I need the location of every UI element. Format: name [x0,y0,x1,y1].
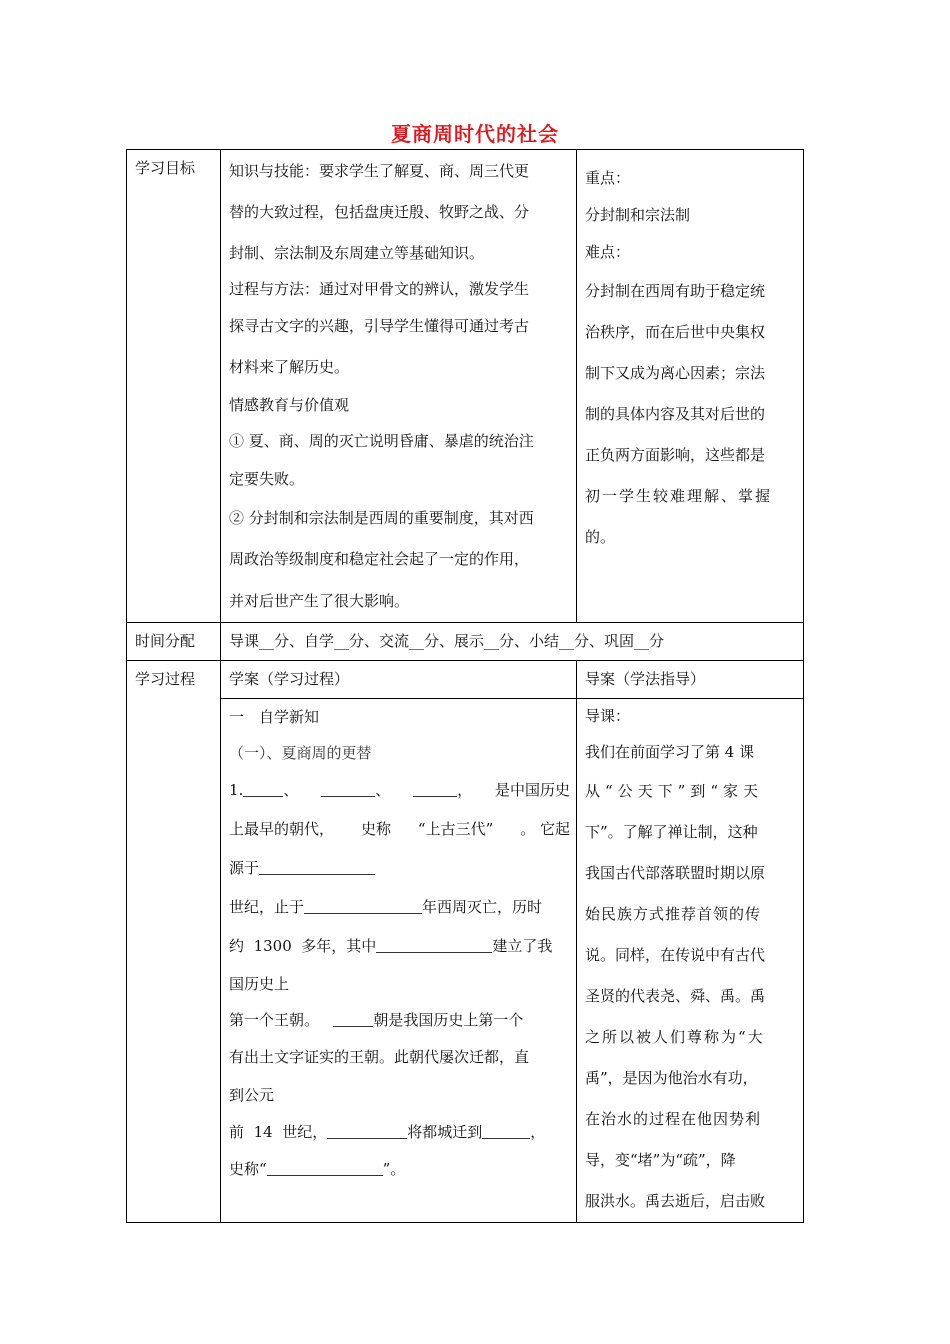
lesson-plan-table [126,149,804,1223]
guide-line: 圣贤的代表尧、舜、禹。禹 [585,987,766,1005]
blank-end-year[interactable] [304,898,422,914]
question-1-line-5 [229,927,570,966]
guide-line: 下”。了解了禅让制，这种 [585,823,758,841]
section-heading [229,699,570,735]
objectives-values [229,388,570,622]
question-text: 朝是我国历史上第一个 [373,1011,524,1029]
objective-line: 周政治等级制度和稳定社会起了一定的作用， [229,550,530,568]
guide-label: 导课： [585,707,631,725]
difficulty-line: 正负两方面影响，这些都是 [585,446,766,464]
question-text: 多年，其中 [301,937,377,955]
guide-line: 之所以被人们尊称为“大 [585,1028,765,1046]
blank-first-written-dynasty[interactable] [333,1011,373,1027]
question-text: 是中国历史 [494,781,570,799]
difficulty-content [585,271,797,558]
guide-line: 说。同样，在传说中有古代 [585,946,766,964]
time-label: 时间分配 [127,623,221,661]
question-text: 14 [253,1123,273,1141]
study-plan-header: 学案（学习过程） [221,661,577,699]
objective-line: 情感教育与价值观 [229,396,350,414]
blank-event-name[interactable] [267,1160,383,1176]
separator: 、 [283,781,299,799]
separator: 、 [375,781,391,799]
question-text: 将都城迁到 [407,1123,483,1141]
difficulty-line: 治秩序，而在后世中央集权 [585,323,766,341]
guide-plan-header: 导案（学法指导） [577,661,804,699]
question-text: 上最早的朝代， [229,820,335,838]
question-text: 史称 [360,820,391,838]
objectives-text [221,150,577,623]
guide-line: 服洪水。禹去逝后，启击败 [585,1192,766,1210]
question-1-line-11 [229,1151,570,1187]
guide-line: 我们在前面学习了第 4 课 [585,743,755,761]
question-text: ， [530,1123,546,1141]
question-text: 。 它起 [520,820,570,838]
question-1-line-6: 国历史上 [229,975,290,993]
guide-line: 禹”，是因为他治水有功， [585,1069,758,1087]
blank-dynasty-1[interactable] [243,781,283,797]
question-text: 前 [229,1123,245,1141]
question-text: 建立了我 [492,937,553,955]
objective-line: 材料来了解历史。 [229,358,350,376]
question-text: 史称“ [229,1160,267,1178]
blank-dynasty-3[interactable] [413,781,457,797]
objectives-method [229,272,570,388]
difficulty-line: 制的具体内容及其对后世的 [585,405,766,423]
guide-line: 我国古代部落联盟时期以原 [585,864,766,882]
focus-text [577,150,804,623]
subsection-heading: （一）、夏商周的更替 [229,744,372,762]
question-text: “上古三代” [417,820,494,838]
question-text: 源于 [229,859,260,877]
process-content-row [127,699,804,1223]
page-title: 夏商周时代的社会 [391,122,559,146]
study-content [221,699,577,1223]
question-1-line-4 [229,888,570,927]
objective-line: ① 夏、商、周的灭亡说明昏庸、暴虐的统治注 [229,432,534,450]
question-text: 约 [229,937,245,955]
question-1-line-9: 到公元 [229,1086,275,1104]
question-1-line-1 [229,771,570,810]
blank-founder[interactable] [376,937,492,953]
question-text: 第一个王朝。 [229,1011,320,1029]
blank-origin-century[interactable] [259,859,375,875]
objective-line: ② 分封制和宗法制是西周的重要制度，其对西 [229,509,534,527]
question-text: 年西周灭亡，历时 [422,898,543,916]
difficulty-line: 的。 [585,528,616,546]
blank-dynasty-2[interactable] [321,781,375,797]
question-1-line-8: 有出土文字证实的王朝。此朝代屡次迁都，直 [229,1048,530,1066]
question-1-line-3 [229,849,570,888]
question-text: ”。 [382,1160,406,1178]
focus-label: 重点： [585,169,631,187]
objective-line: 知识与技能：要求学生了解夏、商、周三代更 [229,162,530,180]
guide-line: 在治水的过程在他因势利 [585,1110,762,1128]
objective-line: 封制、宗法制及东周建立等基础知识。 [229,244,485,262]
process-header-row [127,661,804,699]
question-text: 世纪， [282,1123,328,1141]
question-1-line-2 [229,810,570,849]
guide-line: 导，变“堵”为“疏”，降 [585,1151,736,1169]
time-row [127,623,804,661]
objective-line: 并对后世产生了很大影响。 [229,592,410,610]
time-text: 导课__分、自学__分、交流__分、展示__分、小结__分、巩固__分 [221,623,804,661]
question-1-line-7 [229,1002,570,1038]
objectives-row [127,150,804,623]
objective-line: 替的大致过程，包括盘庚迁殷、牧野之战、分 [229,203,530,221]
question-text: 1300 [253,937,292,955]
objective-line: 探寻古文字的兴趣，引导学生懂得可通过考古 [229,317,530,335]
difficulty-line: 制下又成为离心因素；宗法 [585,364,766,382]
process-label: 学习过程 [127,661,221,1223]
objectives-label: 学习目标 [127,150,221,623]
question-number: 1. [229,781,244,799]
blank-king[interactable] [327,1123,407,1139]
focus-content: 分封制和宗法制 [585,206,691,224]
guide-content [577,699,804,1223]
question-1-line-10 [229,1113,570,1151]
separator: ， [457,781,473,799]
objective-line: 定要失败。 [229,470,305,488]
question-text: 世纪，止于 [229,898,305,916]
difficulty-line: 分封制在西周有助于稳定统 [585,282,766,300]
section-heading-text: 一 自学新知 [229,708,320,726]
guide-line: 始民族方式推荐首领的传 [585,905,762,923]
guide-line: 从“公天下”到“家天 [585,782,764,800]
objective-line: 过程与方法：通过对甲骨文的辨认，激发学生 [229,280,530,298]
difficulty-line: 初一学生较难理解、掌握 [585,487,773,505]
blank-new-capital[interactable] [482,1123,530,1139]
difficulty-label: 难点： [585,243,631,261]
objectives-knowledge [229,151,570,274]
